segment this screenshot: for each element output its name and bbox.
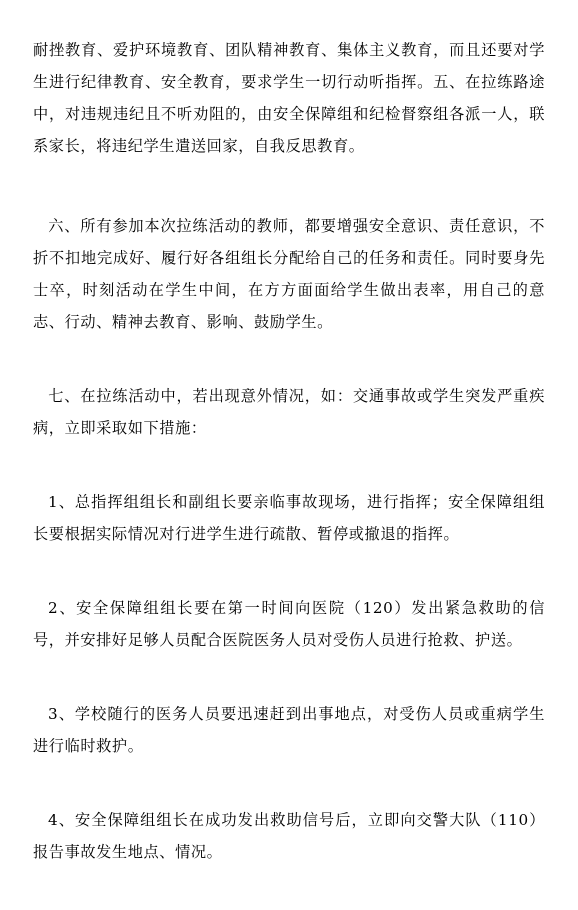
paragraph-section-seven (33, 380, 545, 444)
document-body (33, 34, 545, 910)
paragraph-continuation (33, 34, 545, 162)
paragraph-measure-1 (33, 486, 545, 550)
paragraph-text: 2、安全保障组组长要在第一时间向医院（120）发出紧急救助的信号，并安排好足够人员配合医院医务人员对受伤人员进行抢救、护送。 (33, 599, 545, 649)
paragraph-text: 七、在拉练活动中，若出现意外情况，如：交通事故或学生突发严重疾病，立即采取如下措施： (33, 387, 545, 437)
paragraph-measure-4 (33, 804, 545, 868)
paragraph-text: 4、安全保障组组长在成功发出救助信号后，立即向交警大队（110）报告事故发生地点、情况。 (33, 811, 545, 861)
paragraph-measure-3 (33, 698, 545, 762)
paragraph-text: 耐挫教育、爱护环境教育、团队精神教育、集体主义教育，而且还要对学生进行纪律教育、安全教育，要求学生一切行动听指挥。五、在拉练路途中，对违规违纪且不听劝阻的，由安全保障组和纪检督察组各派一人，联系家长，将违纪学生遣送回家，自我反思教育。 (33, 41, 545, 155)
paragraph-text: 1、总指挥组组长和副组长要亲临事故现场，进行指挥；安全保障组组长要根据实际情况对行进学生进行疏散、暂停或撤退的指挥。 (33, 493, 545, 543)
paragraph-section-six (33, 210, 545, 338)
paragraph-text: 六、所有参加本次拉练活动的教师，都要增强安全意识、责任意识，不折不扣地完成好、履行好各组组长分配给自己的任务和责任。同时要身先士卒，时刻活动在学生中间，在方方面面给学生做出表率，用自己的意志、行动、精神去教育、影响、鼓励学生。 (33, 217, 545, 331)
paragraph-text: 3、学校随行的医务人员要迅速赶到出事地点，对受伤人员或重病学生进行临时救护。 (33, 705, 545, 755)
paragraph-measure-2 (33, 592, 545, 656)
